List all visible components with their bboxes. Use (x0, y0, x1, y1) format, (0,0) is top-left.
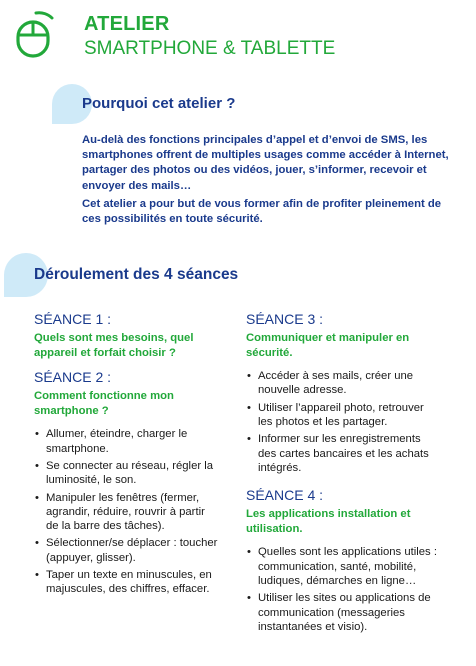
list-item: • Taper un texte en minuscules, en majuscules, des chiffres, effacer. (34, 568, 218, 597)
mouse-icon (14, 10, 60, 58)
list-item: • Utiliser l’appareil photo, retrouver les photos et les partager. (246, 401, 441, 430)
page-subtitle: SMARTPHONE & TABLETTE (84, 38, 336, 59)
session-3 (246, 311, 451, 475)
session-1 (34, 311, 239, 360)
list-item: • Sélectionner/se déplacer : toucher (appuyer, glisser). (34, 536, 218, 565)
session-label: SÉANCE 1 : (34, 311, 112, 327)
session-items (246, 369, 441, 475)
session-2 (34, 369, 239, 596)
session-label: SÉANCE 2 : (34, 369, 112, 386)
intro-paragraph-1: Au-delà des fonctions principales d’appel et d’envoi de SMS, les smartphones offrent de multiples usages comme accéder à Internet, partager des photos ou des vidéos, jouer, s’informer, recevoir et envoyer des mails… (82, 134, 449, 192)
session-items (246, 545, 441, 634)
session-subtitle: Comment fonctionne mon smartphone ? (34, 390, 174, 417)
session-subtitle: Communiquer et manipuler en sécurité. (246, 332, 410, 359)
session-label: SÉANCE 4 : (246, 487, 324, 504)
page-title: ATELIER (84, 13, 170, 35)
list-item: • Manipuler les fenêtres (fermer, agrandir, réduire, rouvrir à partir de la barre des tâches). (34, 491, 218, 534)
list-item: • Accéder à ses mails, créer une nouvelle adresse. (246, 369, 441, 398)
session-4 (246, 487, 451, 634)
list-item: • Informer sur les enregistrements des cartes bancaires et les achats intégrés. (246, 432, 441, 475)
sessions-heading: Déroulement des 4 séances (34, 266, 239, 283)
sessions-left-column (34, 311, 239, 600)
session-subtitle: Les applications installation et utilisation. (246, 508, 411, 535)
session-label: SÉANCE 3 : (246, 311, 324, 327)
list-item: • Se connecter au réseau, régler la luminosité, le son. (34, 459, 218, 488)
intro-heading: Pourquoi cet atelier ? (82, 95, 236, 112)
sessions-right-column (246, 311, 451, 637)
list-item: • Allumer, éteindre, charger le smartphone. (34, 427, 218, 456)
list-item: • Utiliser les sites ou applications de communication (messageries instantanées et visio). (246, 591, 441, 634)
intro-paragraph-2: Cet atelier a pour but de vous former afin de profiter pleinement de ces possibilités en toute sécurité. (82, 198, 442, 226)
session-items (34, 427, 218, 596)
list-item: • Quelles sont les applications utiles : communication, santé, mobilité, ludiques, démarches en ligne… (246, 545, 441, 588)
session-subtitle: Quels sont mes besoins, quel appareil et forfait choisir ? (34, 332, 194, 359)
